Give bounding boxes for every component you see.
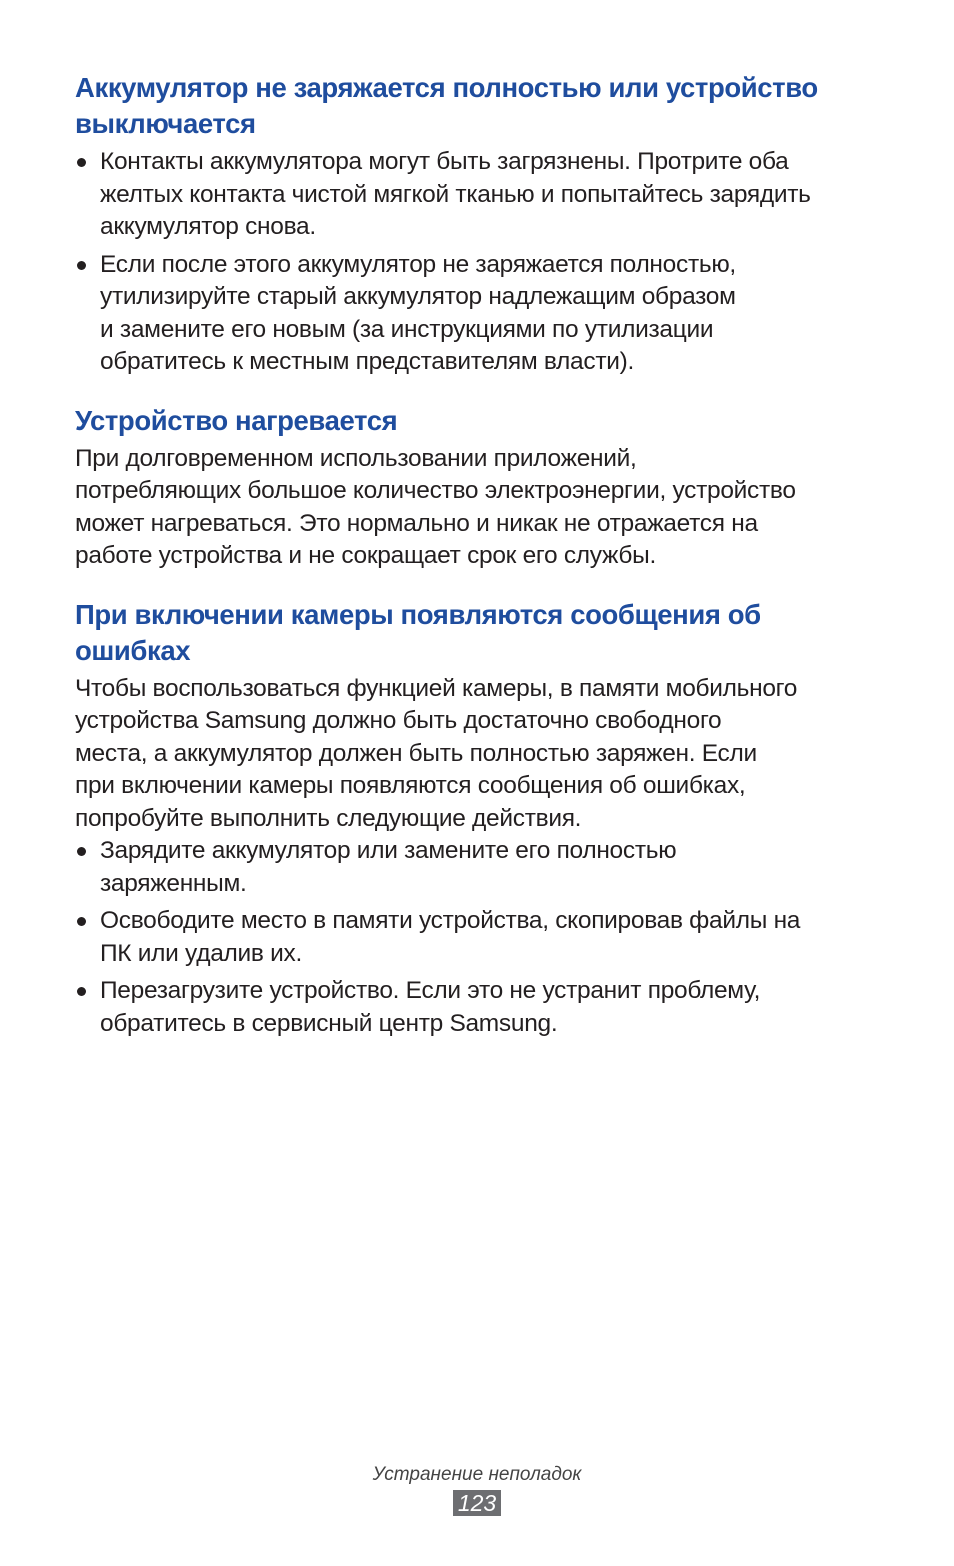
- bullet-icon: [77, 917, 86, 926]
- section-heading-battery: [75, 70, 885, 142]
- heading-line: Устройство нагревается: [75, 404, 398, 436]
- bullet-icon: [77, 987, 86, 996]
- list-item: Если после этого аккумулятор не заряжается полностью, утилизируйте старый аккумулятор надлежащим образом и замените его новым (за инструкциями по утилизации обратитесь к местным представителям власти).: [75, 249, 885, 379]
- heading-line: выключается: [75, 108, 256, 139]
- section-heading-heating: [75, 403, 885, 439]
- paragraph-camera: Чтобы воспользоваться функцией камеры, в памяти мобильного устройства Samsung должно быть достаточно свободного места, а аккумулятор должен быть полностью заряжен. Если при включении камеры появляются сообщения об ошибках, попробуйте выполнить следующие действия.: [75, 674, 798, 832]
- footer-section-title: Устранение неполадок: [372, 1464, 582, 1485]
- page-number-badge: 123: [453, 1490, 501, 1516]
- heading-line: Аккумулятор не заряжается полностью или устройство: [75, 72, 818, 103]
- heading-line: ошибках: [75, 634, 191, 666]
- list-item: Зарядите аккумулятор или замените его полностью заряженным.: [75, 835, 885, 900]
- bullet-icon: [77, 261, 86, 270]
- bullet-icon: [77, 158, 86, 167]
- heading-line: При включении камеры появляются сообщения об: [75, 598, 761, 630]
- page-content: [75, 70, 885, 1045]
- list-item: Освободите место в памяти устройства, скопировав файлы на ПК или удалив их.: [75, 905, 885, 970]
- bullet-list-battery: [75, 146, 885, 379]
- section-heading-camera: [75, 597, 885, 669]
- bullet-list-camera: [75, 835, 885, 1040]
- paragraph-heating: При долговременном использовании приложений, потребляющих большое количество электроэнергии, устройство может нагреваться. Это нормально и никак не отражается на работе устройства и не сокращает срок его службы.: [75, 444, 796, 569]
- list-item: Перезагрузите устройство. Если это не устранит проблему, обратитесь в сервисный центр Samsung.: [75, 975, 885, 1040]
- list-item: Контакты аккумулятора могут быть загрязнены. Протрите оба желтых контакта чистой мягкой тканью и попытайтесь зарядить аккумулятор снова.: [75, 146, 885, 244]
- bullet-icon: [77, 847, 86, 856]
- page-footer: [0, 1463, 954, 1516]
